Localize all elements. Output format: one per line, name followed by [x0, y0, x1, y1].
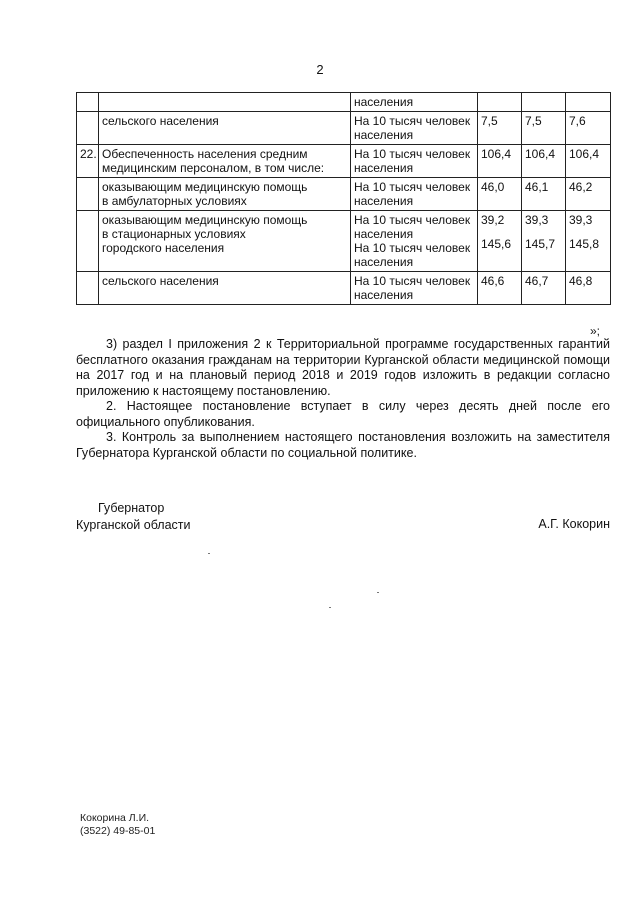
paragraph-control: 3. Контроль за выполнением настоящего постановления возложить на заместителя Губернатора Курганской области по социальной политике. [76, 430, 610, 460]
table-row [77, 211, 611, 272]
table-row [77, 272, 611, 305]
table-row [77, 178, 611, 211]
scan-speck [377, 592, 379, 593]
scan-speck [208, 553, 210, 554]
executor-contact [80, 812, 155, 837]
row-unit: На 10 тысяч человек населения [351, 145, 478, 178]
table-row [77, 93, 611, 112]
row-number [77, 272, 99, 305]
table-row [77, 112, 611, 145]
signatory-title: Губернатор Курганской области [76, 501, 191, 532]
row-value-2019: 39,3 145,8 [566, 211, 611, 272]
executor-name: Кокорина Л.И. [80, 812, 150, 824]
indicators-table [76, 92, 611, 305]
row-value-2019: 46,2 [566, 178, 611, 211]
row-number [77, 112, 99, 145]
executor-phone: (3522) 49-85-01 [80, 824, 156, 837]
row-value-2017: 39,2 145,6 [478, 211, 522, 272]
resolution-text [76, 337, 610, 461]
row-name: оказывающим медицинскую помощь в стационарных условиях городского населения [99, 211, 351, 272]
row-unit: На 10 тысяч человек населения [351, 112, 478, 145]
row-value-2017: 46,0 [478, 178, 522, 211]
row-value-2017 [478, 93, 522, 112]
row-number [77, 211, 99, 272]
row-value-2018 [522, 93, 566, 112]
row-value-2017: 106,4 [478, 145, 522, 178]
row-value-2019: 106,4 [566, 145, 611, 178]
row-unit: На 10 тысяч человек населения На 10 тысяч человек населения [351, 211, 478, 272]
row-value-2018: 46,1 [522, 178, 566, 211]
row-number: 22. [77, 145, 99, 178]
row-number [77, 93, 99, 112]
row-value-2018: 46,7 [522, 272, 566, 305]
row-value-2017: 7,5 [478, 112, 522, 145]
row-unit: На 10 тысяч человек населения [351, 272, 478, 305]
row-value-2017: 46,6 [478, 272, 522, 305]
row-name: оказывающим медицинскую помощь в амбулаторных условиях [99, 178, 351, 211]
row-value-2019: 7,6 [566, 112, 611, 145]
signatory-name: А.Г. Кокорин [538, 517, 610, 531]
paragraph-section-3: 3) раздел I приложения 2 к Территориальной программе государственных гарантий бесплатного оказания гражданам на территории Курганской области медицинской помощи на 2017 год и на плановый период 2018 и 2019 годов изложить в редакции согласно приложению к настоящему постановлению. [76, 337, 610, 398]
row-value-2018: 39,3 145,7 [522, 211, 566, 272]
row-unit: населения [351, 93, 478, 112]
scan-speck [329, 607, 331, 608]
row-number [77, 178, 99, 211]
table-row [77, 145, 611, 178]
row-value-2018: 106,4 [522, 145, 566, 178]
row-value-2019: 46,8 [566, 272, 611, 305]
row-name: сельского населения [99, 112, 351, 145]
row-name: Обеспеченность населения средним медицинским персоналом, в том числе: [99, 145, 351, 178]
row-value-2018: 7,5 [522, 112, 566, 145]
closing-quote: »; [590, 324, 601, 338]
row-name: сельского населения [99, 272, 351, 305]
row-value-2019 [566, 93, 611, 112]
row-name [99, 93, 351, 112]
row-unit: На 10 тысяч человек населения [351, 178, 478, 211]
paragraph-effective-date: 2. Настоящее постановление вступает в силу через десять дней после его официального опубликования. [76, 399, 610, 429]
page-number: 2 [316, 62, 324, 77]
